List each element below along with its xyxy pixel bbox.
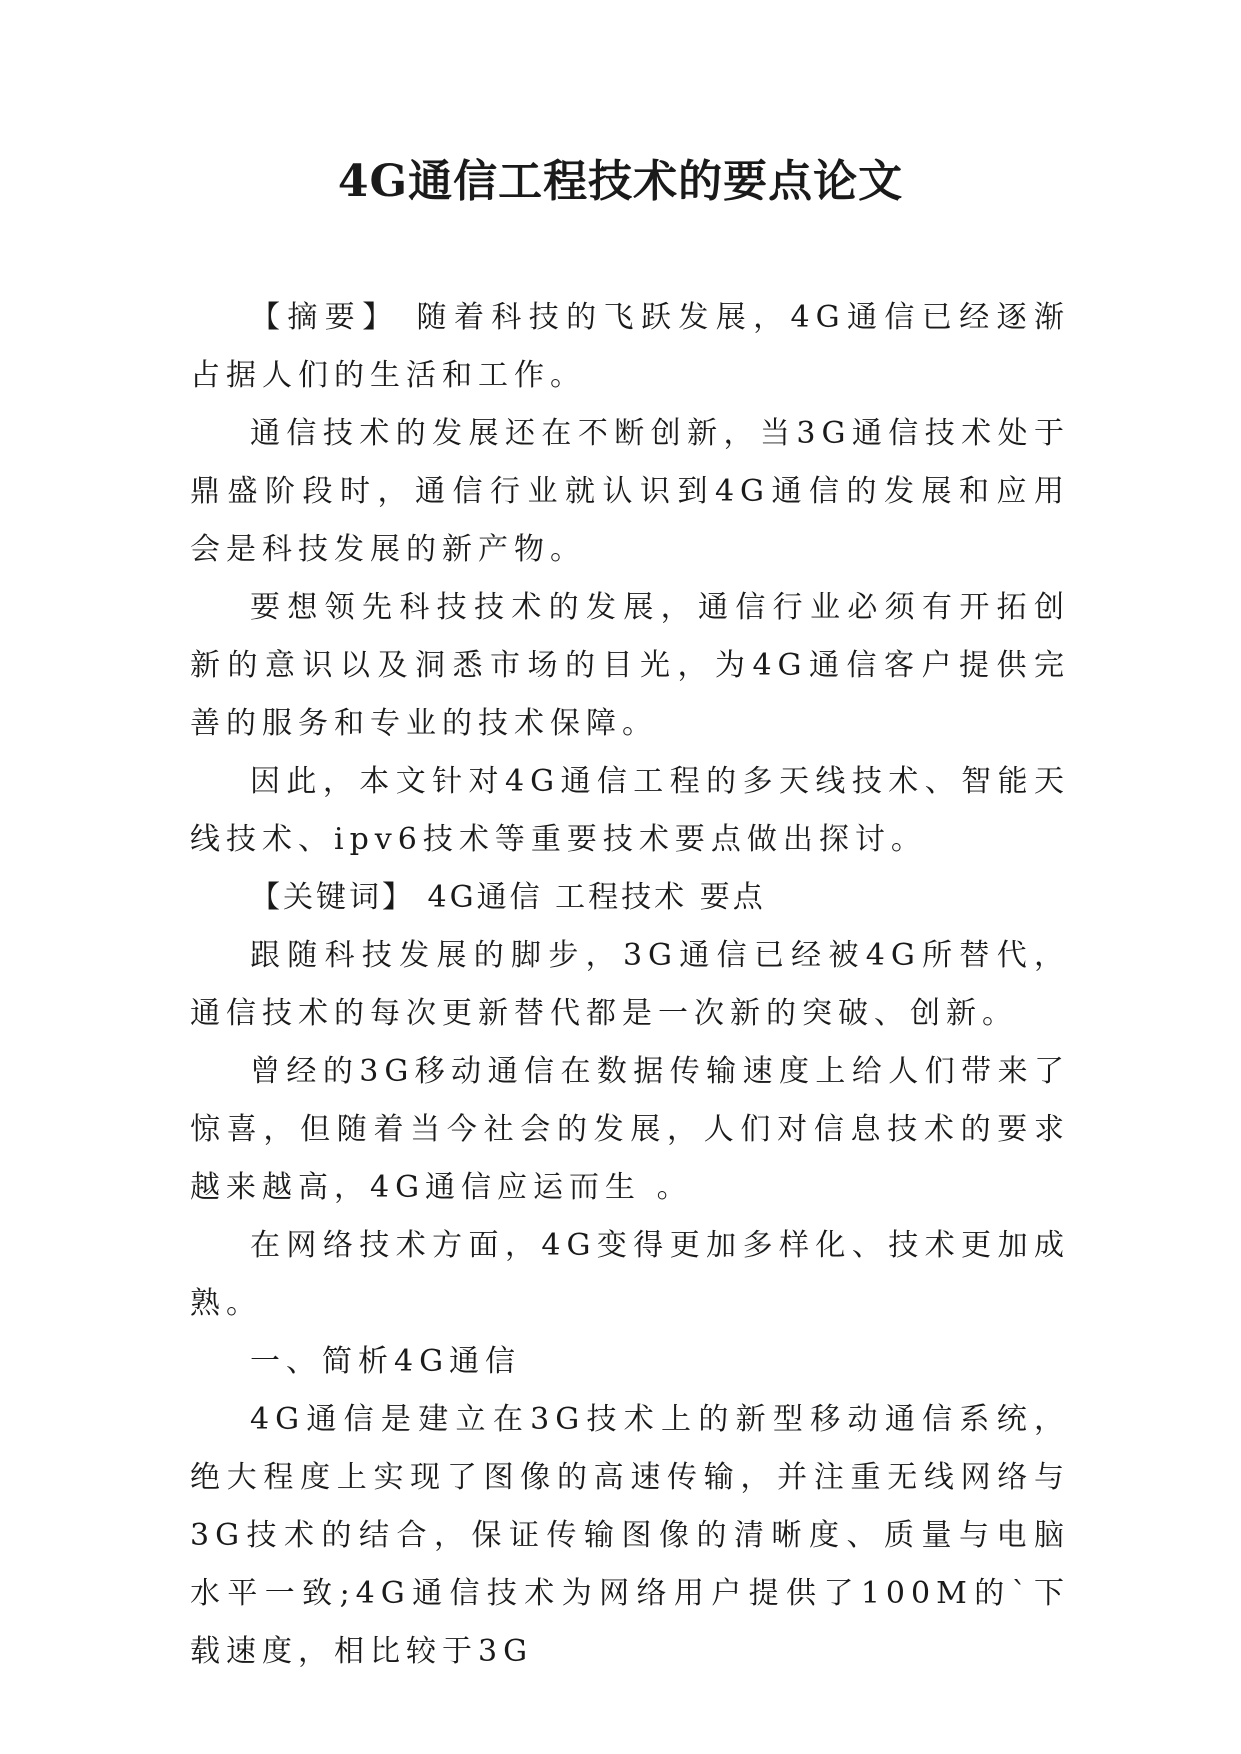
body-paragraph: 在网络技术方面，4G变得更加多样化、技术更加成熟。 <box>190 1228 1070 1321</box>
keywords-label: 【关键词】 <box>250 880 415 915</box>
keyword-item: 要点 <box>699 880 766 915</box>
body-paragraph: 通信技术的发展还在不断创新，当3G通信技术处于鼎盛阶段时，通信行业就认识到4G通信的发展和应用会是科技发展的新产物。 <box>190 416 1070 567</box>
keywords-line <box>190 869 1070 927</box>
body-paragraph: 曾经的3G移动通信在数据传输速度上给人们带来了惊喜，但随着当今社会的发展，人们对信息技术的要求越来越高，4G通信应运而生 。 <box>190 1054 1070 1205</box>
keyword-item: 工程技术 <box>555 880 688 915</box>
keyword-item: 4G通信 <box>427 880 543 915</box>
body-paragraph: 因此，本文针对4G通信工程的多天线技术、智能天线技术、ipv6技术等重要技术要点做出探讨。 <box>190 764 1070 857</box>
section-heading: 一、简析4G通信 <box>250 1344 522 1379</box>
abstract-paragraph: 【摘要】 随着科技的飞跃发展，4G通信已经逐渐占据人们的生活和工作。 <box>190 300 1070 393</box>
section-paragraph: 4G通信是建立在3G技术上的新型移动通信系统，绝大程度上实现了图像的高速传输，并注重无线网络与3G技术的结合，保证传输图像的清晰度、质量与电脑水平一致;4G通信技术为网络用户提供了100M的`下载速度，相比较于3G <box>190 1402 1070 1669</box>
document-body <box>190 289 1070 1681</box>
document-title: 4G通信工程技术的要点论文 <box>337 156 904 207</box>
body-paragraph: 要想领先科技技术的发展，通信行业必须有开拓创新的意识以及洞悉市场的目光，为4G通信客户提供完善的服务和专业的技术保障。 <box>190 590 1070 741</box>
body-paragraph: 跟随科技发展的脚步，3G通信已经被4G所替代，通信技术的每次更新替代都是一次新的突破、创新。 <box>190 938 1070 1031</box>
